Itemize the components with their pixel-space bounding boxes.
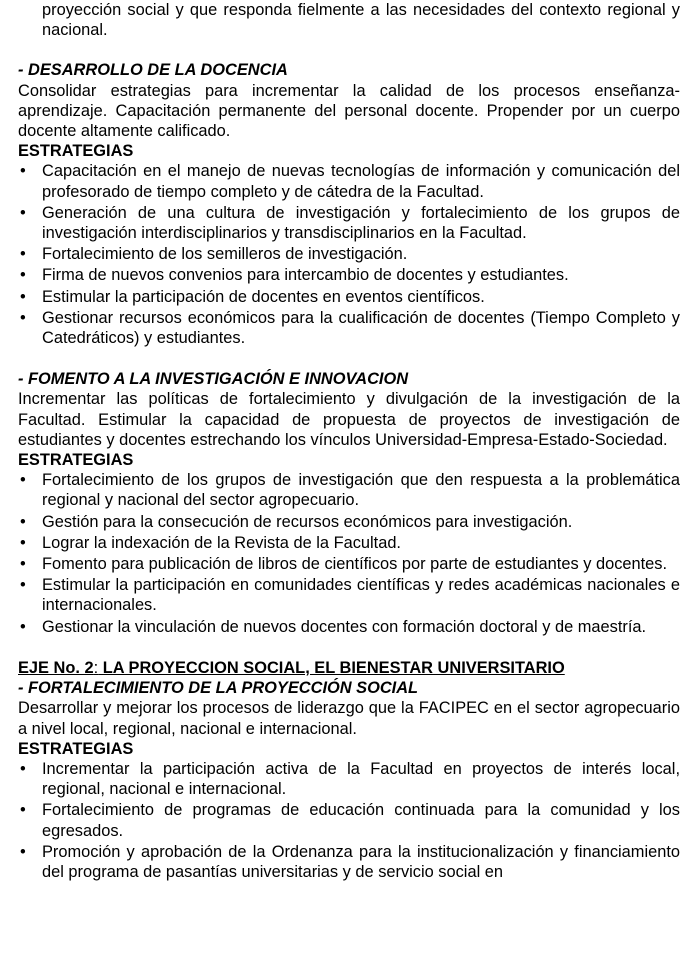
bullet-icon: • xyxy=(20,266,26,285)
list-item: • Gestionar recursos económicos para la cualificación de docentes (Tiempo Completo y Catedráticos) y estudiantes. xyxy=(20,308,680,348)
strategies-list-proyeccion xyxy=(18,759,680,882)
bullet-icon: • xyxy=(20,203,26,222)
list-item: • Fortalecimiento de los grupos de investigación que den respuesta a la problemática regional y nacional del sector agropecuario. xyxy=(20,471,680,510)
eje-title: LA PROYECCION SOCIAL, EL BIENESTAR UNIVERSITARIO xyxy=(98,658,565,677)
list-item: • Estimular la participación de docentes en eventos científicos. xyxy=(20,287,485,306)
list-item: • Gestión para la consecución de recursos económicos para investigación. xyxy=(20,512,573,531)
bullet-icon: • xyxy=(20,245,26,264)
section-description-docencia: Consolidar estrategias para incrementar la calidad de los procesos enseñanza-aprendizaje. Capacitación permanente del personal docente. Propender por un cuerpo docente altamente calificado. xyxy=(18,81,680,141)
section-description-proyeccion: Desarrollar y mejorar los procesos de liderazgo que la FACIPEC en el sector agropecuario a nivel local, regional, nacional e internacional. xyxy=(18,699,680,738)
list-item: • Firma de nuevos convenios para intercambio de docentes y estudiantes. xyxy=(20,266,569,285)
bullet-icon: • xyxy=(20,842,26,861)
document-page xyxy=(18,0,680,883)
list-item: • Fortalecimiento de los semilleros de investigación. xyxy=(20,245,408,264)
strategies-list-investigacion xyxy=(18,470,680,637)
eje-label: EJE No. 2 xyxy=(18,658,94,677)
list-item: • Gestionar la vinculación de nuevos docentes con formación doctoral y de maestría. xyxy=(20,617,647,636)
list-item: • Fomento para publicación de libros de científicos por parte de estudiantes y docentes. xyxy=(20,555,668,574)
lead-paragraph: proyección social y que responda fielmente a las necesidades del contexto regional y nacional. xyxy=(42,1,680,40)
bullet-icon: • xyxy=(20,759,26,778)
eje-heading xyxy=(18,658,680,678)
list-item: • Fortalecimiento de programas de educación continuada para la comunidad y los egresados. xyxy=(20,801,680,840)
bullet-icon: • xyxy=(20,801,26,820)
section-title-docencia: - DESARROLLO DE LA DOCENCIA xyxy=(18,61,288,80)
list-item: • Capacitación en el manejo de nuevas tecnologías de información y comunicación del profesorado de tiempo completo y de cátedra de la Facultad. xyxy=(20,162,680,201)
bullet-icon: • xyxy=(20,555,26,574)
bullet-icon: • xyxy=(20,162,26,181)
strategies-heading: ESTRATEGIAS xyxy=(18,739,134,758)
bullet-icon: • xyxy=(20,533,26,552)
bullet-icon: • xyxy=(20,471,26,490)
list-item: • Promoción y aprobación de la Ordenanza para la institucionalización y financiamiento del programa de pasantías universitarias y de servicio social en xyxy=(20,842,680,881)
bullet-icon: • xyxy=(20,287,26,306)
bullet-icon: • xyxy=(20,617,26,636)
eje-separator: : xyxy=(93,658,99,677)
strategies-heading: ESTRATEGIAS xyxy=(18,451,134,470)
list-item: • Incrementar la participación activa de la Facultad en proyectos de interés local, regional, nacional e internacional. xyxy=(20,759,680,799)
section-title-proyeccion: - FORTALECIMIENTO DE LA PROYECCIÓN SOCIAL xyxy=(18,679,419,698)
bullet-icon: • xyxy=(20,308,26,327)
list-item: • Lograr la indexación de la Revista de la Facultad. xyxy=(20,533,401,552)
strategies-list-docencia xyxy=(18,161,680,348)
list-item: • Generación de una cultura de investigación y fortalecimiento de los grupos de investigación interdisciplinarios y transdisciplinarios en la Facultad. xyxy=(20,203,680,243)
section-description-investigacion: Incrementar las políticas de fortalecimiento y divulgación de la investigación de la Facultad. Estimular la capacidad de propuesta de proyectos de investigación de estudiantes y docentes estrechando los vínculos Universidad-Empresa-Estado-Sociedad. xyxy=(18,390,680,449)
section-title-investigacion: - FOMENTO A LA INVESTIGACIÓN E INNOVACION xyxy=(18,370,409,389)
strategies-heading: ESTRATEGIAS xyxy=(18,142,134,161)
list-item: • Estimular la participación en comunidades científicas y redes académicas nacionales e internacionales. xyxy=(20,576,680,615)
bullet-icon: • xyxy=(20,512,26,531)
bullet-icon: • xyxy=(20,576,26,595)
